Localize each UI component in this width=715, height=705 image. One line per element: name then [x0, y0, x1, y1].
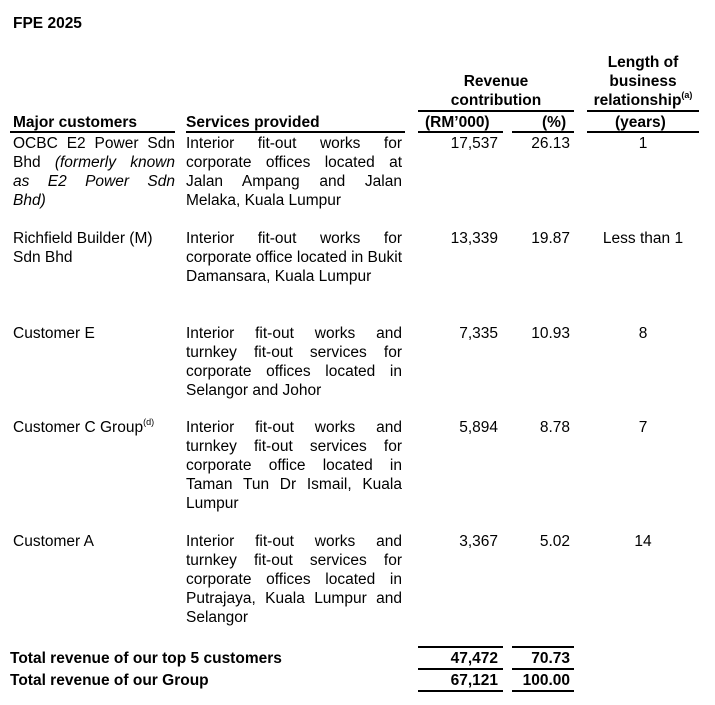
row5-revenue: 3,367	[459, 533, 498, 550]
row2-years: Less than 1	[602, 230, 684, 247]
header-length-line2: business	[609, 73, 677, 90]
header-services-provided: Services provided	[186, 114, 320, 131]
row1-revenue: 17,537	[450, 135, 498, 152]
row3-pct: 10.93	[531, 325, 570, 342]
row1-name-italic-2: as E2 Power Sdn	[13, 173, 175, 190]
total-top5-revenue: 47,472	[450, 650, 498, 667]
row1-name-italic-3: Bhd)	[13, 192, 46, 209]
header-length	[585, 53, 701, 110]
header-rule-rm000	[418, 131, 503, 133]
total-rule-mid-pct	[512, 668, 574, 670]
header-rule-years	[587, 131, 699, 133]
row5-pct: 5.02	[539, 533, 570, 550]
header-length-line3-text: relationship	[593, 92, 682, 109]
header-rule-services	[186, 131, 405, 133]
header-years: (years)	[615, 114, 666, 131]
header-revenue-line1: Revenue	[463, 73, 529, 90]
row5-services: Interior fit-out works and turnkey fit-out services for corporate offices located in Putrajaya, Kuala Lumpur and Selangor	[186, 533, 402, 626]
total-top5-pct: 70.73	[531, 650, 570, 667]
row3-revenue: 7,335	[459, 325, 498, 342]
row2-services: Interior fit-out works for corporate office located in Bukit Damansara, Kuala Lumpur	[186, 230, 402, 285]
row4-name-text: Customer C Group	[13, 419, 144, 436]
row1-name-line2	[13, 153, 175, 172]
header-length-rule	[587, 110, 699, 112]
total-group-revenue: 67,121	[450, 672, 498, 689]
total-rule-top-pct	[512, 646, 574, 648]
header-revenue-rule	[418, 110, 574, 112]
row3-years: 8	[638, 325, 648, 342]
total-rule-bottom-rm	[418, 690, 503, 692]
page-title: FPE 2025	[13, 15, 82, 32]
row1-years: 1	[638, 135, 648, 152]
total-rule-top-rm	[418, 646, 503, 648]
total-top5-label: Total revenue of our top 5 customers	[10, 650, 282, 667]
row4-years: 7	[638, 419, 648, 436]
row3-customer-name: Customer E	[13, 325, 95, 342]
row1-name-italic-1: (formerly known	[54, 154, 175, 171]
header-length-line1: Length of	[607, 54, 679, 71]
header-pct: (%)	[542, 114, 567, 131]
header-rule-pct	[512, 131, 574, 133]
footnote-marker-a: (a)	[681, 89, 693, 100]
total-rule-bottom-pct	[512, 690, 574, 692]
header-length-line3	[585, 91, 701, 110]
row4-customer-name	[13, 418, 175, 437]
row1-name-line1: OCBC E2 Power Sdn	[13, 135, 175, 152]
row4-services: Interior fit-out works and turnkey fit-out services for corporate office located in Taman Tun Dr Ismail, Kuala Lumpur	[186, 419, 402, 512]
row1-pct: 26.13	[531, 135, 570, 152]
row1-name-bhd: Bhd	[13, 154, 41, 171]
header-rule-customers	[10, 131, 175, 133]
row2-revenue: 13,339	[450, 230, 498, 247]
total-group-label: Total revenue of our Group	[10, 672, 209, 689]
row2-customer-name: Richfield Builder (M) Sdn Bhd	[13, 230, 153, 266]
row3-services: Interior fit-out works and turnkey fit-out services for corporate offices located in Selangor and Johor	[186, 325, 402, 399]
row1-customer-name	[13, 134, 175, 210]
row2-pct: 19.87	[531, 230, 570, 247]
header-rm000: (RM’000)	[425, 114, 490, 131]
row1-services: Interior fit-out works for corporate offices located at Jalan Ampang and Jalan Melaka, Kuala Lumpur	[186, 135, 402, 209]
total-group-pct: 100.00	[522, 672, 570, 689]
row4-pct: 8.78	[539, 419, 570, 436]
row5-customer-name: Customer A	[13, 533, 94, 550]
footnote-marker-d: (d)	[143, 416, 155, 427]
row5-years: 14	[634, 533, 652, 550]
row4-revenue: 5,894	[459, 419, 498, 436]
header-revenue-line2: contribution	[450, 92, 542, 109]
header-major-customers: Major customers	[13, 114, 138, 131]
total-rule-mid-rm	[418, 668, 503, 670]
header-revenue	[418, 72, 574, 110]
